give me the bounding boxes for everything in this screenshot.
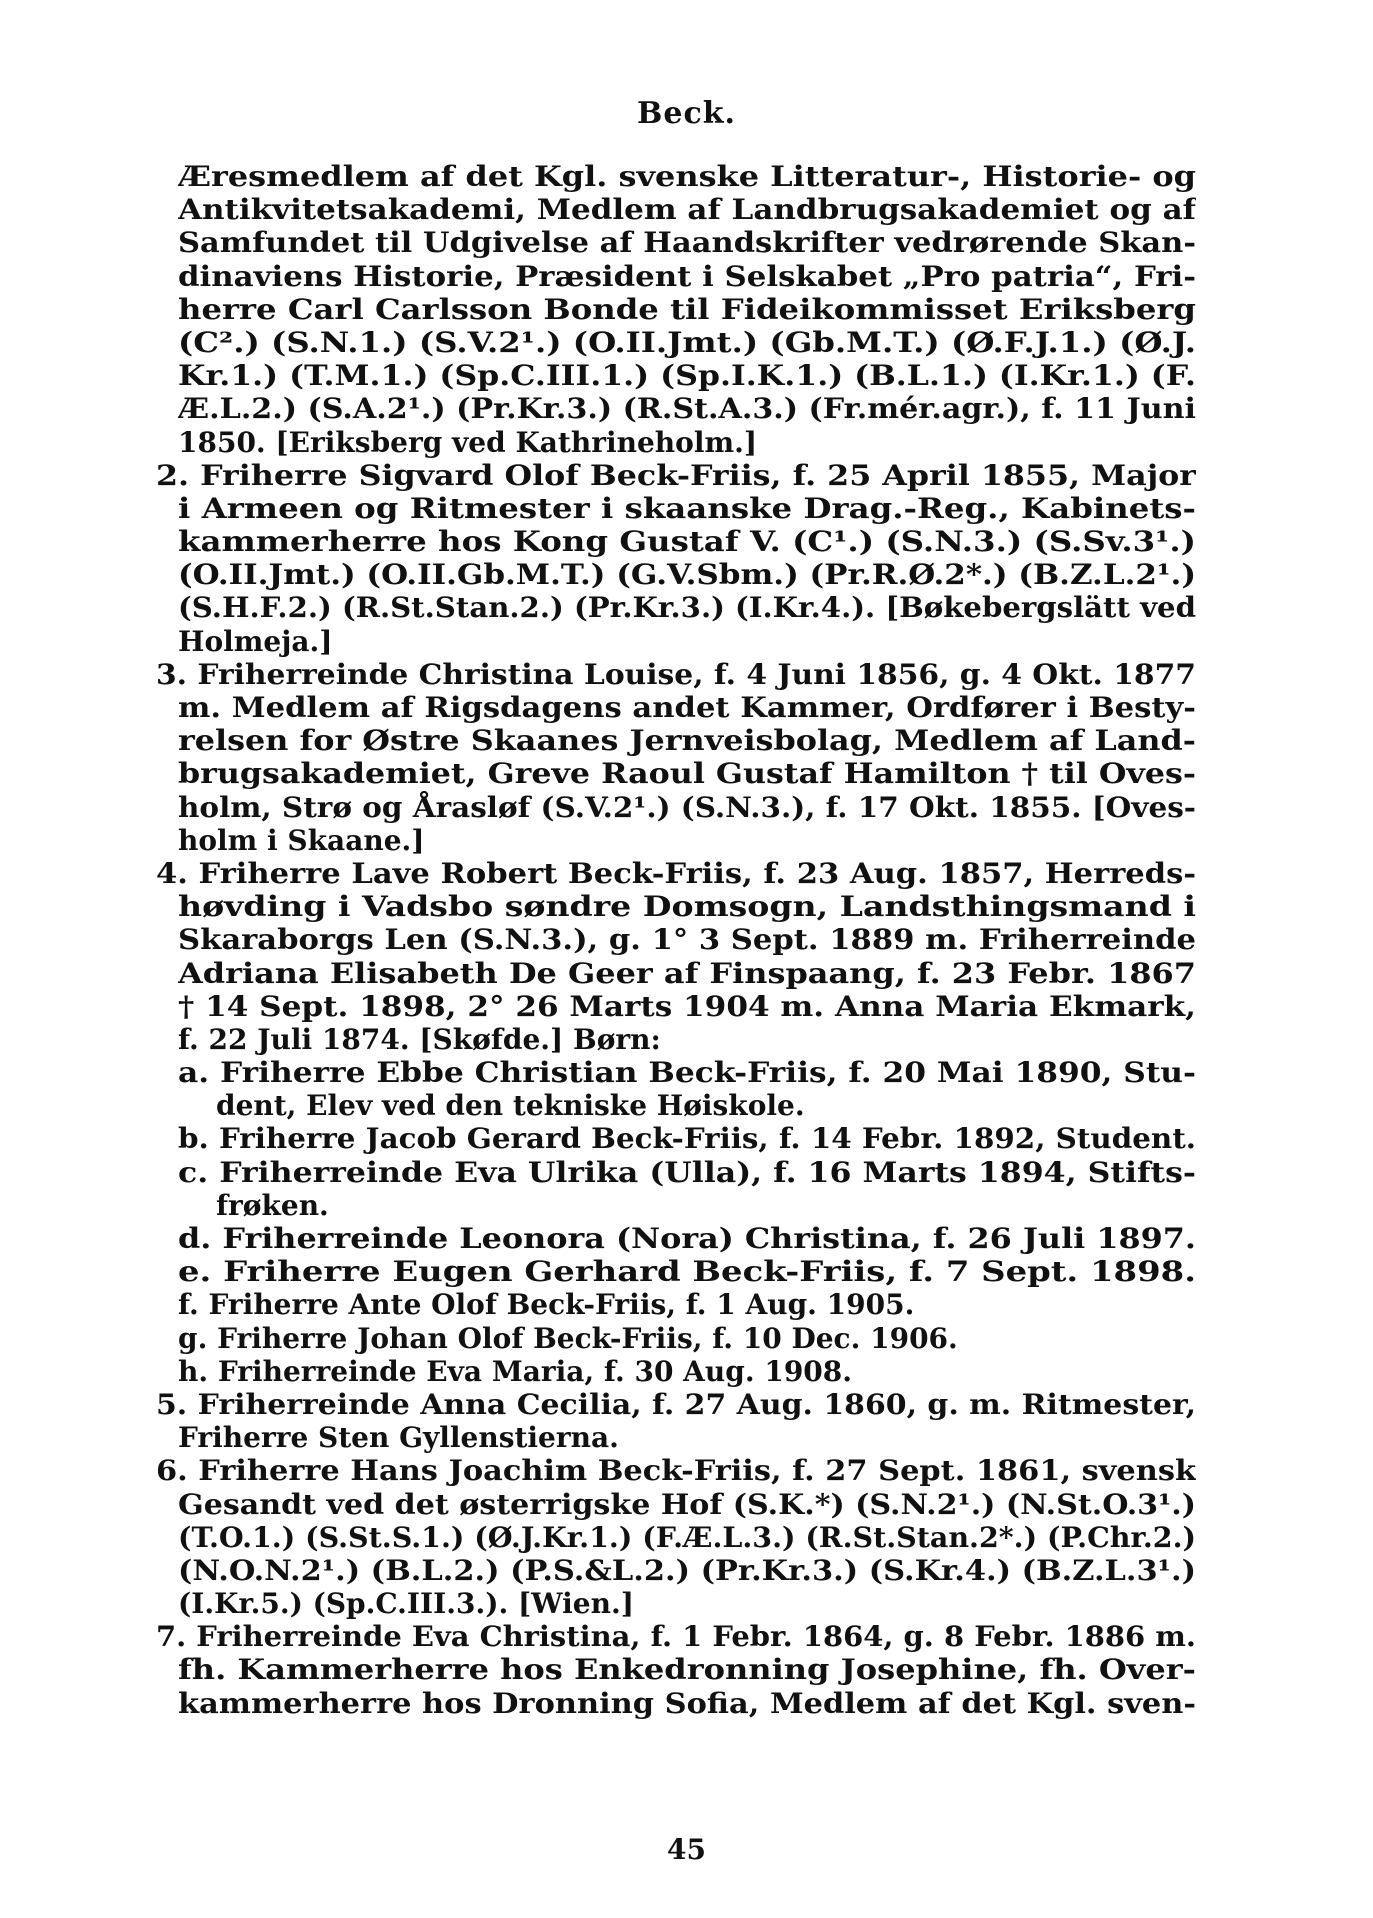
text-line-content: kammerherre hos Dronning Sofia, Medlem af det Kgl. sven- xyxy=(178,1686,1196,1720)
text-line xyxy=(156,459,1196,492)
text-line xyxy=(178,359,1196,392)
text-line xyxy=(178,392,1196,425)
text-line xyxy=(178,160,1196,193)
text-line-content: Samfundet til Udgivelse af Haandskrifter vedrørende Skan- xyxy=(178,226,1196,260)
text-line-content: e. Friherre Eugen Gerhard Beck-Friis, f. 7 Sept. 1898. xyxy=(178,1255,1196,1289)
text-line xyxy=(178,1189,1196,1222)
page-number: 45 xyxy=(667,1833,706,1866)
text-line-content: m. Medlem af Rigsdagens andet Kammer, Ordfører i Besty- xyxy=(178,691,1196,724)
text-line-content: 1850. [Eriksberg ved Kathrineholm.] xyxy=(178,425,758,459)
text-line-content: Æ.L.2.) (S.A.2¹.) (Pr.Kr.3.) (R.St.A.3.) (Fr.mér.agr.), f. 11 Juni xyxy=(178,392,1196,426)
text-line xyxy=(178,1554,1196,1587)
text-line xyxy=(178,1222,1196,1255)
text-line xyxy=(156,1388,1196,1421)
text-line-content: høvding i Vadsbo søndre Domsogn, Landsthingsmand i xyxy=(178,890,1196,924)
text-line xyxy=(178,1156,1196,1189)
page-header: Beck. xyxy=(637,96,736,131)
text-line-content: † 14 Sept. 1898, 2° 26 Marts 1904 m. Anna Maria Ekmark, xyxy=(178,989,1196,1023)
text-line xyxy=(178,1488,1196,1521)
text-line xyxy=(178,226,1196,259)
text-line xyxy=(178,1056,1196,1089)
text-line xyxy=(156,658,1196,691)
text-line-content: Adriana Elisabeth De Geer af Finspaang, f. 23 Febr. 1867 xyxy=(178,956,1196,990)
text-line-content: 7. Friherreinde Eva Christina, f. 1 Febr. 1864, g. 8 Febr. 1886 m. xyxy=(156,1620,1196,1654)
text-line-content: (T.O.1.) (S.St.S.1.) (Ø.J.Kr.1.) (F.Æ.L.3.) (R.St.Stan.2*.) (P.Chr.2.) xyxy=(178,1520,1196,1554)
text-line xyxy=(178,193,1196,226)
text-line-content: Friherre Sten Gyllenstierna. xyxy=(178,1421,619,1455)
text-line-content: g. Friherre Johan Olof Beck-Friis, f. 10 Dec. 1906. xyxy=(178,1321,958,1355)
text-line xyxy=(156,1454,1196,1487)
text-line xyxy=(178,1322,1196,1355)
text-line-content: brugsakademiet, Greve Raoul Gustaf Hamilton † til Oves- xyxy=(178,757,1196,791)
page-body xyxy=(156,160,1196,1720)
text-line-content: d. Friherreinde Leonora (Nora) Christina, f. 26 Juli 1897. xyxy=(178,1222,1196,1255)
text-line xyxy=(178,326,1196,359)
text-line xyxy=(178,625,1196,658)
text-line xyxy=(156,857,1196,890)
text-line-content: Antikvitetsakademi, Medlem af Landbrugsakademiet og af xyxy=(178,193,1196,227)
text-line-content: holm i Skaane.] xyxy=(178,823,425,857)
text-line xyxy=(178,757,1196,790)
text-line xyxy=(178,1255,1196,1288)
text-line-content: i Armeen og Ritmester i skaanske Drag.-Reg., Kabinets- xyxy=(178,491,1196,525)
text-line-content: holm, Strø og Årasløf (S.V.2¹.) (S.N.3.), f. 17 Okt. 1855. [Oves- xyxy=(178,790,1196,824)
text-line-content: herre Carl Carlsson Bonde til Fideikommisset Eriksberg xyxy=(178,292,1196,326)
text-line-content: Skaraborgs Len (S.N.3.), g. 1° 3 Sept. 1889 m. Friherreinde xyxy=(178,923,1196,957)
text-line xyxy=(178,1653,1196,1686)
text-line-content: dent, Elev ved den tekniske Høiskole. xyxy=(216,1089,805,1123)
text-line xyxy=(178,591,1196,624)
text-line-content: dinaviens Historie, Præsident i Selskabet „Pro patria“, Fri- xyxy=(178,259,1196,293)
text-line-content: 6. Friherre Hans Joachim Beck-Friis, f. 27 Sept. 1861, svensk xyxy=(156,1454,1196,1488)
text-line-content: (S.H.F.2.) (R.St.Stan.2.) (Pr.Kr.3.) (I.Kr.4.). [Bøkebergslätt ved xyxy=(178,591,1196,625)
text-line-content: c. Friherreinde Eva Ulrika (Ulla), f. 16 Marts 1894, Stifts- xyxy=(178,1155,1196,1189)
text-line-content: h. Friherreinde Eva Maria, f. 30 Aug. 1908. xyxy=(178,1354,853,1388)
text-line xyxy=(178,890,1196,923)
text-line xyxy=(178,525,1196,558)
text-line xyxy=(178,1587,1196,1620)
text-line xyxy=(178,1521,1196,1554)
text-line-content: 5. Friherreinde Anna Cecilia, f. 27 Aug. 1860, g. m. Ritmester, xyxy=(156,1387,1196,1421)
text-line xyxy=(178,260,1196,293)
text-line xyxy=(156,1620,1196,1653)
text-line xyxy=(178,1288,1196,1321)
text-line xyxy=(178,1023,1196,1056)
text-line-content: (N.O.N.2¹.) (B.L.2.) (P.S.&L.2.) (Pr.Kr.3.) (S.Kr.4.) (B.Z.L.3¹.) xyxy=(178,1553,1196,1587)
text-line xyxy=(178,426,1196,459)
text-line xyxy=(178,990,1196,1023)
text-line-content: relsen for Østre Skaanes Jernveisbolag, Medlem af Land- xyxy=(178,724,1196,758)
text-line-content: kammerherre hos Kong Gustaf V. (C¹.) (S.N.3.) (S.Sv.3¹.) xyxy=(178,525,1196,559)
text-line-content: f. Friherre Ante Olof Beck-Friis, f. 1 Aug. 1905. xyxy=(178,1288,915,1322)
text-line xyxy=(178,1122,1196,1155)
text-line-content: b. Friherre Jacob Gerard Beck-Friis, f. 14 Febr. 1892, Student. xyxy=(178,1122,1196,1156)
text-line-content: Æresmedlem af det Kgl. svenske Litteratur-, Historie- og xyxy=(178,160,1196,193)
text-line xyxy=(178,293,1196,326)
text-line xyxy=(178,791,1196,824)
text-line xyxy=(178,824,1196,857)
text-line-content: Gesandt ved det østerrigske Hof (S.K.*) (S.N.2¹.) (N.St.O.3¹.) xyxy=(178,1487,1196,1521)
text-line-content: 2. Friherre Sigvard Olof Beck-Friis, f. 25 April 1855, Major xyxy=(156,458,1196,492)
text-line xyxy=(178,1687,1196,1720)
text-line xyxy=(178,724,1196,757)
text-line-content: (O.II.Jmt.) (O.II.Gb.M.T.) (G.V.Sbm.) (Pr.R.Ø.2*.) (B.Z.L.2¹.) xyxy=(178,558,1196,592)
text-line-content: 3. Friherreinde Christina Louise, f. 4 Juni 1856, g. 4 Okt. 1877 xyxy=(156,657,1196,691)
text-line xyxy=(178,957,1196,990)
text-line xyxy=(178,923,1196,956)
text-line xyxy=(178,492,1196,525)
text-line xyxy=(178,1089,1196,1122)
text-line xyxy=(178,1421,1196,1454)
text-line-content: (I.Kr.5.) (Sp.C.III.3.). [Wien.] xyxy=(178,1587,634,1621)
text-line-content: Holmeja.] xyxy=(178,624,333,658)
text-line xyxy=(178,1355,1196,1388)
text-line-content: (C².) (S.N.1.) (S.V.2¹.) (O.II.Jmt.) (Gb.M.T.) (Ø.F.J.1.) (Ø.J. xyxy=(178,325,1196,359)
text-line-content: a. Friherre Ebbe Christian Beck-Friis, f. 20 Mai 1890, Stu- xyxy=(178,1056,1196,1090)
text-line xyxy=(178,558,1196,591)
text-line-content: f. 22 Juli 1874. [Skøfde.] Børn: xyxy=(178,1022,661,1056)
text-line-content: fh. Kammerherre hos Enkedronning Josephine, fh. Over- xyxy=(178,1653,1196,1687)
text-line-content: frøken. xyxy=(216,1188,329,1222)
text-line xyxy=(178,691,1196,724)
text-line-content: 4. Friherre Lave Robert Beck-Friis, f. 23 Aug. 1857, Herreds- xyxy=(156,856,1196,890)
text-line-content: Kr.1.) (T.M.1.) (Sp.C.III.1.) (Sp.I.K.1.) (B.L.1.) (I.Kr.1.) (F. xyxy=(178,359,1196,393)
